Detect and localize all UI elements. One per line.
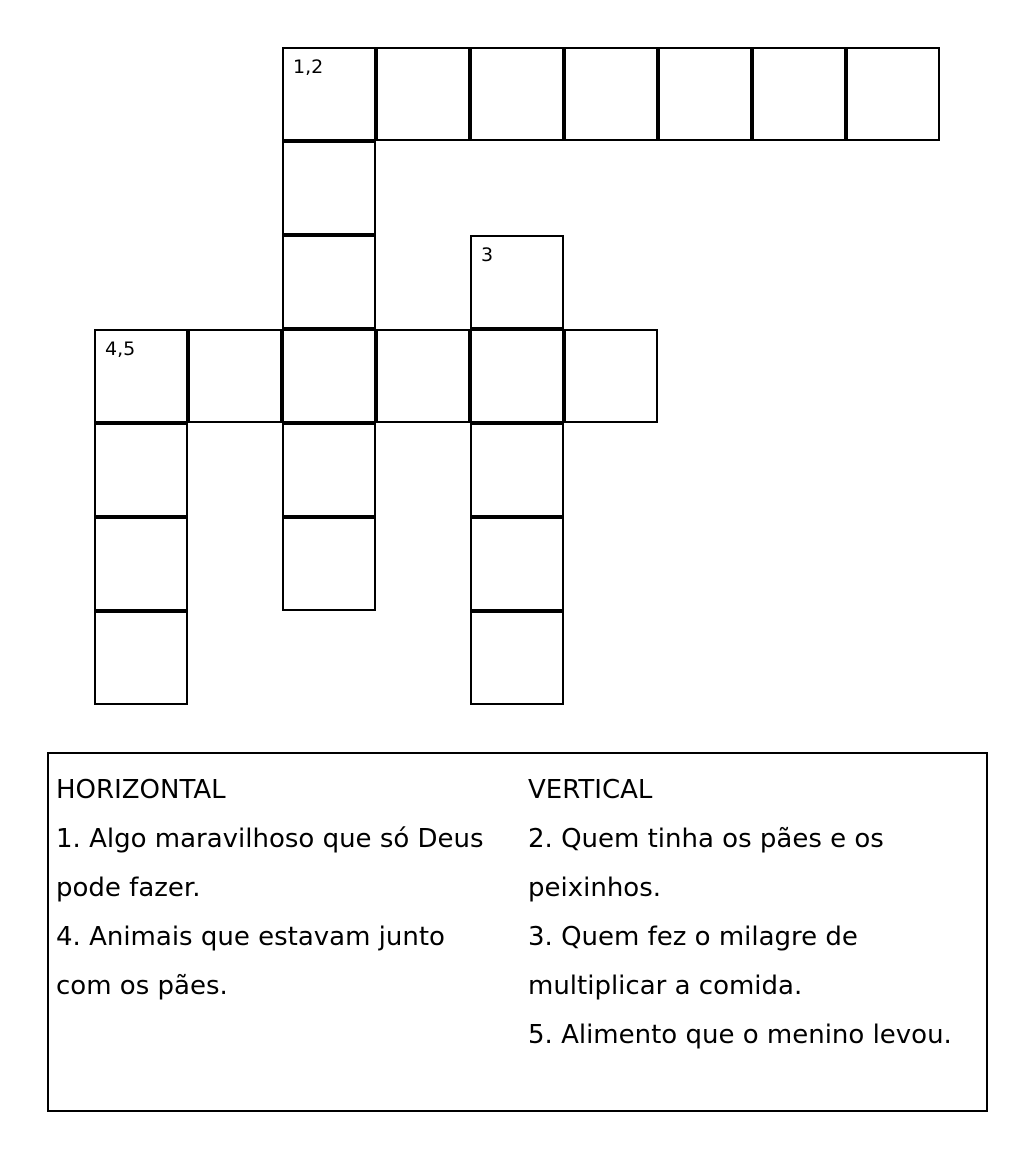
crossword-cell[interactable] [282, 329, 376, 423]
crossword-cell[interactable] [282, 141, 376, 235]
crossword-cell[interactable] [470, 235, 564, 329]
horizontal-clues [56, 766, 506, 1011]
clue-horizontal-1: 1. Algo maravilhoso que só Deus pode fazer. [56, 824, 484, 903]
crossword-cell[interactable] [564, 329, 658, 423]
vertical-heading: VERTICAL [528, 775, 653, 805]
crossword-cell[interactable] [846, 47, 940, 141]
crossword-cell[interactable] [470, 423, 564, 517]
vertical-clues [528, 766, 983, 1060]
crossword-cell[interactable] [188, 329, 282, 423]
crossword-cell[interactable] [94, 423, 188, 517]
clues-box [47, 752, 988, 1112]
clue-number: 4,5 [105, 338, 136, 360]
clue-vertical-5: 5. Alimento que o menino levou. [528, 1020, 952, 1050]
crossword-cell[interactable] [282, 235, 376, 329]
crossword-cell[interactable] [94, 329, 188, 423]
crossword-cell[interactable] [470, 517, 564, 611]
crossword-cell[interactable] [658, 47, 752, 141]
crossword-cell[interactable] [282, 423, 376, 517]
crossword-cell[interactable] [470, 611, 564, 705]
clue-number: 1,2 [293, 56, 324, 78]
clue-number: 3 [481, 244, 494, 266]
crossword-cell[interactable] [282, 517, 376, 611]
crossword-cell[interactable] [564, 47, 658, 141]
crossword-cell[interactable] [752, 47, 846, 141]
crossword-cell[interactable] [376, 329, 470, 423]
clue-vertical-3: 3. Quem fez o milagre de multiplicar a comida. [528, 922, 858, 1001]
crossword-cell[interactable] [376, 47, 470, 141]
crossword-cell[interactable] [282, 47, 376, 141]
crossword-cell[interactable] [470, 329, 564, 423]
crossword-cell[interactable] [470, 47, 564, 141]
horizontal-heading: HORIZONTAL [56, 775, 226, 805]
clue-horizontal-4: 4. Animais que estavam junto com os pães. [56, 922, 445, 1001]
crossword-cell[interactable] [94, 611, 188, 705]
crossword-cell[interactable] [94, 517, 188, 611]
clue-vertical-2: 2. Quem tinha os pães e os peixinhos. [528, 824, 884, 903]
